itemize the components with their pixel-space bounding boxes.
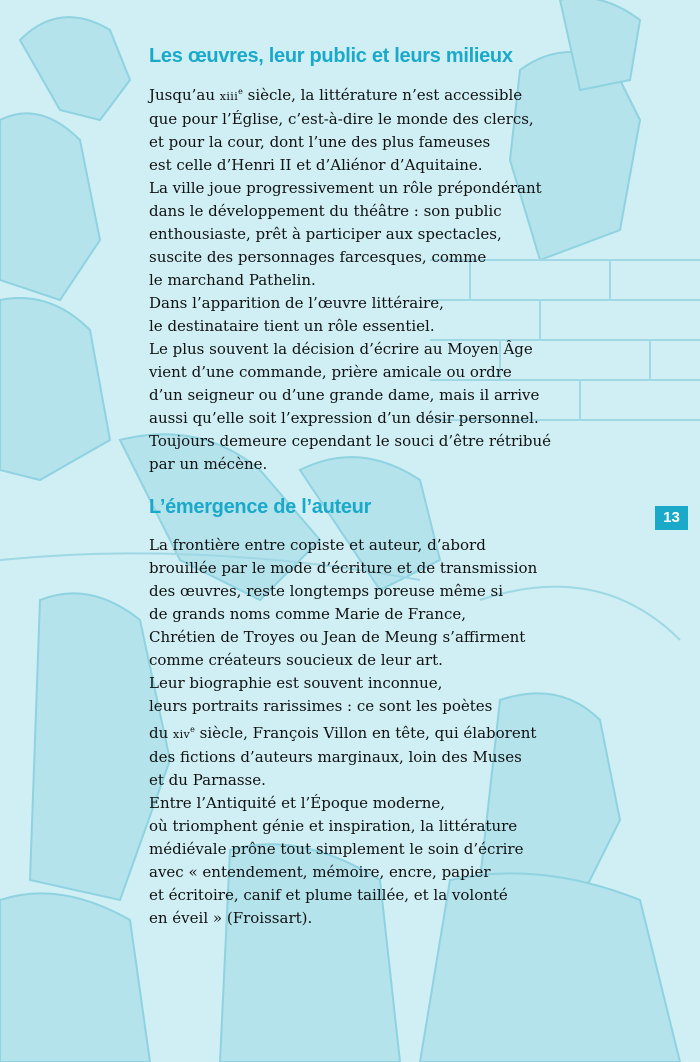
text-line: leurs portraits rarissimes : ce sont les poètes [149,697,493,715]
text-line: des fictions d’auteurs marginaux, loin des Muses [149,748,522,766]
text-line: du xiv$^e$ siècle, François Villon en tête, qui élaborent [149,724,537,742]
text-line: Leur biographie est souvent inconnue, [149,674,443,692]
text-line: que pour l’Église, c’est-à-dire le monde des clercs, [149,110,534,128]
text-line: et du Parnasse. [149,771,266,789]
text-line: Dans l’apparition de l’œuvre littéraire, [149,294,444,312]
text-line: vient d’une commande, prière amicale ou ordre [149,363,512,381]
section-heading-oeuvres: Les œuvres, leur public et leurs milieux [149,45,513,67]
text-line: où triomphent génie et inspiration, la littérature [149,817,518,835]
text-line: Chrétien de Troyes ou Jean de Meung s’affirment [149,628,526,646]
text-line: Le plus souvent la décision d’écrire au Moyen Âge [149,340,533,358]
text-line: le marchand Pathelin. [149,271,316,289]
section-heading-auteur: L’émergence de l’auteur [149,496,372,518]
section-body-oeuvres [149,80,589,476]
page-number: 13 [655,506,688,530]
text-line: Entre l’Antiquité et l’Époque moderne, [149,794,446,812]
text-line: Jusqu’au xiii$^e$ siècle, la littérature n’est accessible [149,86,523,104]
text-line: et écritoire, canif et plume taillée, et la volonté [149,886,508,904]
text-line: La frontière entre copiste et auteur, d’abord [149,536,486,554]
text-line: médiévale prône tout simplement le soin d’écrire [149,840,524,858]
text-line: avec « entendement, mémoire, encre, papier [149,863,491,881]
text-line: enthousiaste, prêt à participer aux spectacles, [149,225,502,243]
text-line: suscite des personnages farcesques, comme [149,248,487,266]
text-line: aussi qu’elle soit l’expression d’un désir personnel. [149,409,539,427]
text-line: le destinataire tient un rôle essentiel. [149,317,435,335]
text-line: en éveil » (Froissart). [149,909,313,927]
text-line: et pour la cour, dont l’une des plus fameuses [149,133,491,151]
section-body-auteur [149,534,589,930]
text-line: de grands noms comme Marie de France, [149,605,466,623]
text-line: brouillée par le mode d’écriture et de transmission [149,559,538,577]
text-line: par un mécène. [149,455,268,473]
text-line: dans le développement du théâtre : son public [149,202,502,220]
text-line: Toujours demeure cependant le souci d’être rétribué [149,432,552,450]
text-line: comme créateurs soucieux de leur art. [149,651,443,669]
text-line: est celle d’Henri II et d’Aliénor d’Aquitaine. [149,156,483,174]
text-line: d’un seigneur ou d’une grande dame, mais il arrive [149,386,540,404]
text-line: des œuvres, reste longtemps poreuse même si [149,582,504,600]
text-line: La ville joue progressivement un rôle prépondérant [149,179,542,197]
article [149,42,589,930]
